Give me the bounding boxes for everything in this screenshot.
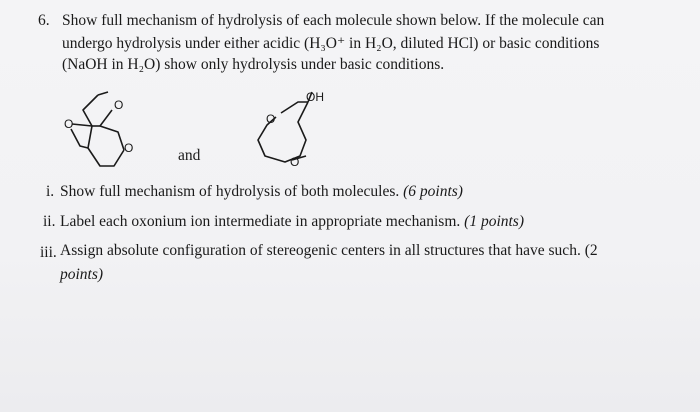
left-ring-bond-o-lower [71,129,88,148]
left-ring-bond-o-to-center [100,110,112,126]
and-connector: and [178,147,201,164]
question-line-3: (NaOH in H₂O) show only hydrolysis under basic conditions. [62,56,445,73]
subquestion-3-points: points) [60,266,104,283]
left-ring-bond-top [98,92,108,95]
subquestion-2-text: Label each oxonium ion intermediate in appropriate mechanism. [60,213,465,230]
subquestion-3-number: iii. [40,244,57,261]
atom-oh: OH [306,90,324,104]
atom-o-right: O [124,141,134,155]
atom-o-top: O [114,98,124,112]
question-number: 6. [38,12,50,29]
subquestion-1-number: i. [46,183,55,200]
subquestion-2-points: (1 points) [464,213,524,230]
left-ring-bond-left-o [72,124,92,126]
atom-o-ring2: O [266,112,276,126]
atom-o-ring2-lower: O [290,155,300,169]
subquestion-3-text: Assign absolute configuration of stereogenic centers in all structures that have such. (2 [60,242,598,259]
subquestion-2 [60,213,524,231]
left-ring-bond-upper-left [83,95,98,126]
question-line-1: Show full mechanism of hydrolysis of each molecule shown below. If the molecule can [62,12,605,29]
subquestion-2-number: ii. [43,213,56,230]
subquestion-1 [60,183,463,201]
subquestion-1-points: (6 points) [403,183,463,200]
question-line-2: undergo hydrolysis under either acidic (H₃O⁺ in H₂O, diluted HCl) or basic conditions [62,35,600,52]
atom-o-left: O [64,117,74,131]
left-ring-bond-right [100,126,124,150]
subquestion-1-text: Show full mechanism of hydrolysis of both molecules. [60,183,404,200]
